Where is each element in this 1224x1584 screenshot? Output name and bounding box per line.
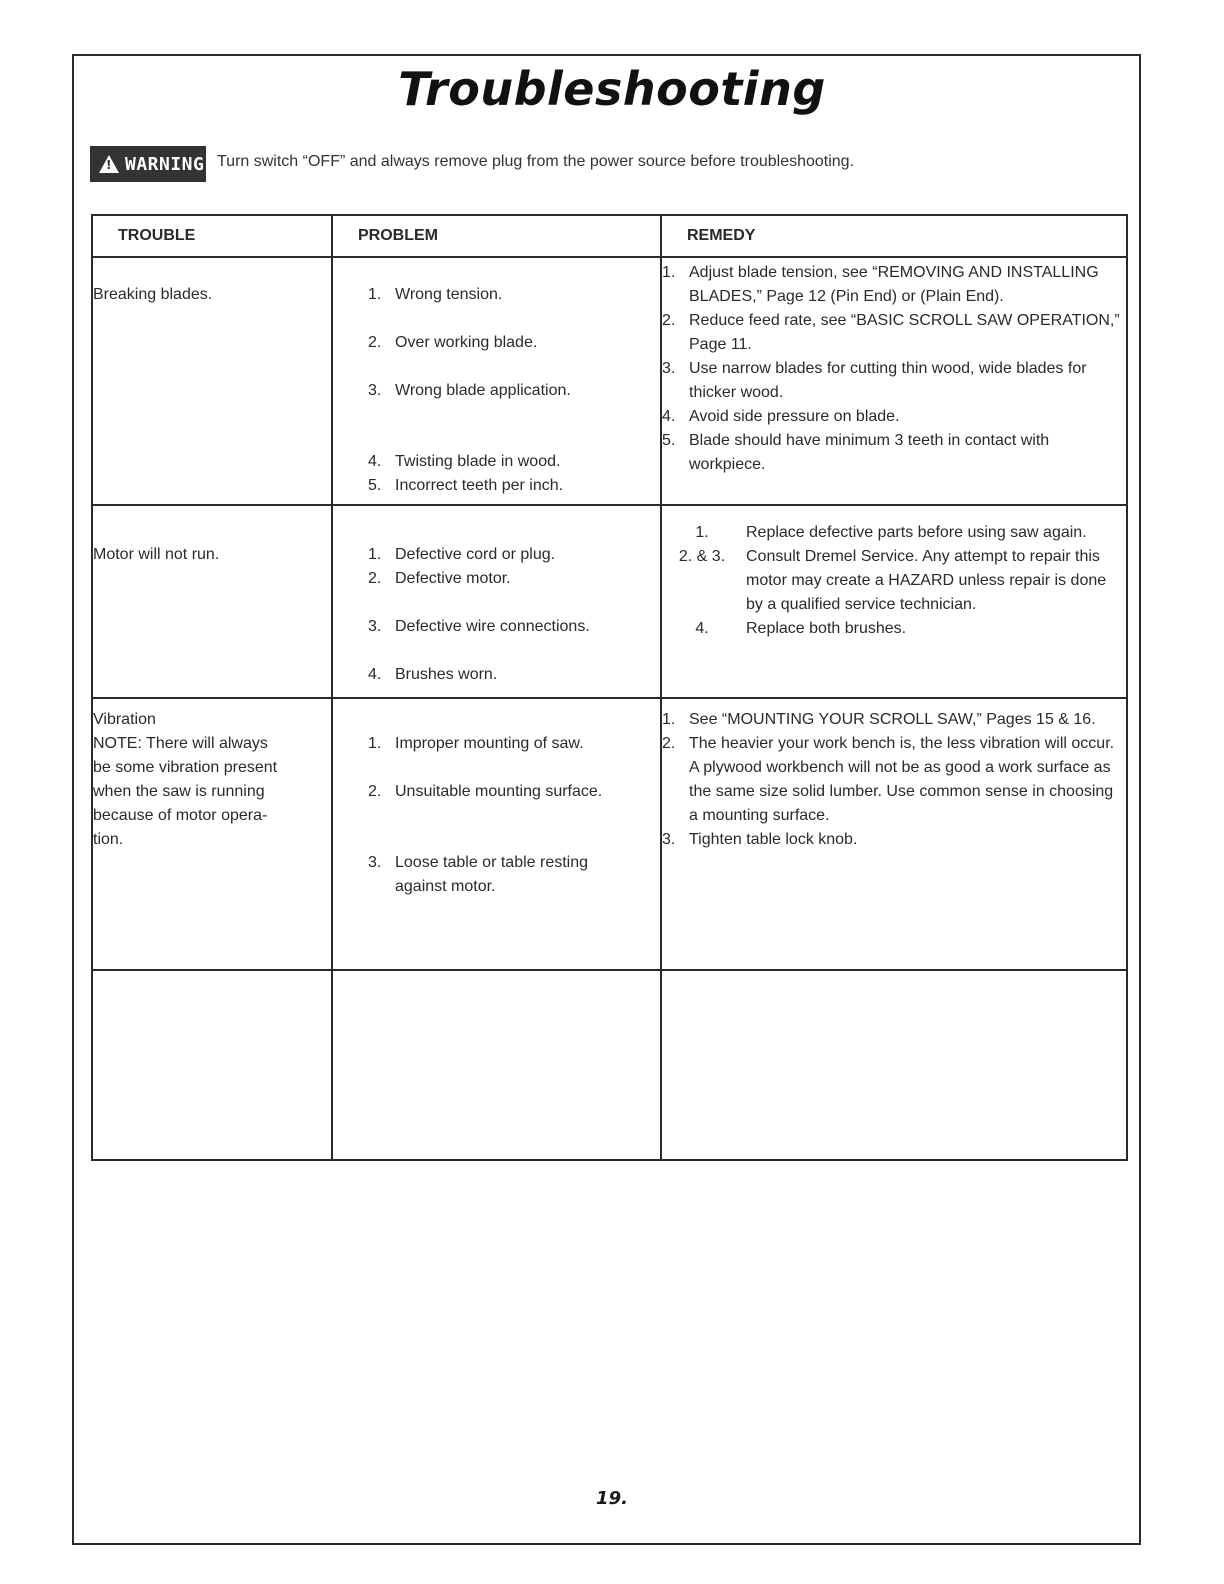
page-title: Troubleshooting bbox=[398, 62, 826, 116]
remedy-item: 4. Replace both brushes. bbox=[695, 620, 907, 637]
problem-item: 1. Wrong tension. bbox=[368, 286, 503, 303]
remedy-item: 5. Blade should have minimum 3 teeth in contact with workpiece. bbox=[662, 432, 1050, 473]
problem-item: 4. Brushes worn. bbox=[368, 666, 498, 683]
remedy-cell bbox=[661, 257, 1127, 505]
remedy-item: 2. & 3. Consult Dremel Service. Any attempt to repair this motor may create a HAZARD unless repair is done by a qualified service technician. bbox=[678, 548, 1107, 613]
problem-item: 2. Over working blade. bbox=[368, 334, 538, 351]
problem-item: 3. Defective wire connections. bbox=[368, 618, 590, 635]
trouble-text: Vibration NOTE: There will always be some vibration present when the saw is running because of motor opera- tion. bbox=[93, 711, 278, 848]
trouble-cell bbox=[92, 257, 332, 505]
table-row bbox=[92, 505, 1127, 698]
header-trouble: TROUBLE bbox=[92, 215, 332, 257]
remedy-item: 1. Replace defective parts before using saw again. bbox=[695, 524, 1087, 541]
remedy-item: 4. Avoid side pressure on blade. bbox=[662, 408, 900, 425]
table-row bbox=[92, 698, 1127, 970]
troubleshooting-table bbox=[91, 214, 1128, 1161]
remedy-item: 3. Tighten table lock knob. bbox=[662, 831, 858, 848]
remedy-cell bbox=[661, 698, 1127, 970]
warning-badge bbox=[90, 146, 206, 182]
empty-table-row bbox=[92, 970, 1127, 1160]
empty-cell bbox=[332, 970, 661, 1160]
empty-cell bbox=[92, 970, 332, 1160]
header-problem: PROBLEM bbox=[332, 215, 661, 257]
problem-item: 1. Improper mounting of saw. bbox=[368, 735, 584, 752]
page-number: 19. bbox=[596, 1488, 628, 1509]
problem-item: 3. Wrong blade application. bbox=[368, 382, 571, 399]
trouble-text: Breaking blades. bbox=[93, 286, 213, 303]
problem-cell bbox=[332, 505, 661, 698]
table-header-row bbox=[92, 215, 1127, 257]
remedy-item: 2. Reduce feed rate, see “BASIC SCROLL SAW OPERATION,” Page 11. bbox=[662, 312, 1120, 353]
table-row bbox=[92, 257, 1127, 505]
problem-item: 3. Loose table or table resting against motor. bbox=[368, 854, 589, 895]
problem-item: 5. Incorrect teeth per inch. bbox=[368, 477, 564, 494]
trouble-cell bbox=[92, 698, 332, 970]
remedy-cell bbox=[661, 505, 1127, 698]
remedy-item: 3. Use narrow blades for cutting thin wood, wide blades for thicker wood. bbox=[662, 360, 1087, 401]
problem-cell bbox=[332, 257, 661, 505]
problem-item: 1. Defective cord or plug. bbox=[368, 546, 556, 563]
trouble-cell bbox=[92, 505, 332, 698]
remedy-item: 1. See “MOUNTING YOUR SCROLL SAW,” Pages 15 & 16. bbox=[662, 711, 1096, 728]
warning-triangle-icon bbox=[99, 155, 119, 173]
header-remedy: REMEDY bbox=[661, 215, 1127, 257]
remedy-item: 1. Adjust blade tension, see “REMOVING AND INSTALLING BLADES,” Page 12 (Pin End) or (Plain End). bbox=[662, 264, 1099, 305]
problem-item: 2. Unsuitable mounting surface. bbox=[368, 783, 603, 800]
problem-item: 2. Defective motor. bbox=[368, 570, 511, 587]
empty-cell bbox=[661, 970, 1127, 1160]
remedy-item: 2. The heavier your work bench is, the less vibration will occur. A plywood workbench will not be as good a work surface as the same size solid lumber. Use common sense in choosing a mounting surface. bbox=[662, 735, 1115, 824]
problem-item: 4. Twisting blade in wood. bbox=[368, 453, 561, 470]
trouble-text: Motor will not run. bbox=[93, 546, 220, 563]
warning-badge-label: WARNING bbox=[125, 153, 205, 175]
warning-text: Turn switch “OFF” and always remove plug from the power source before troubleshooting. bbox=[217, 153, 855, 170]
problem-cell bbox=[332, 698, 661, 970]
